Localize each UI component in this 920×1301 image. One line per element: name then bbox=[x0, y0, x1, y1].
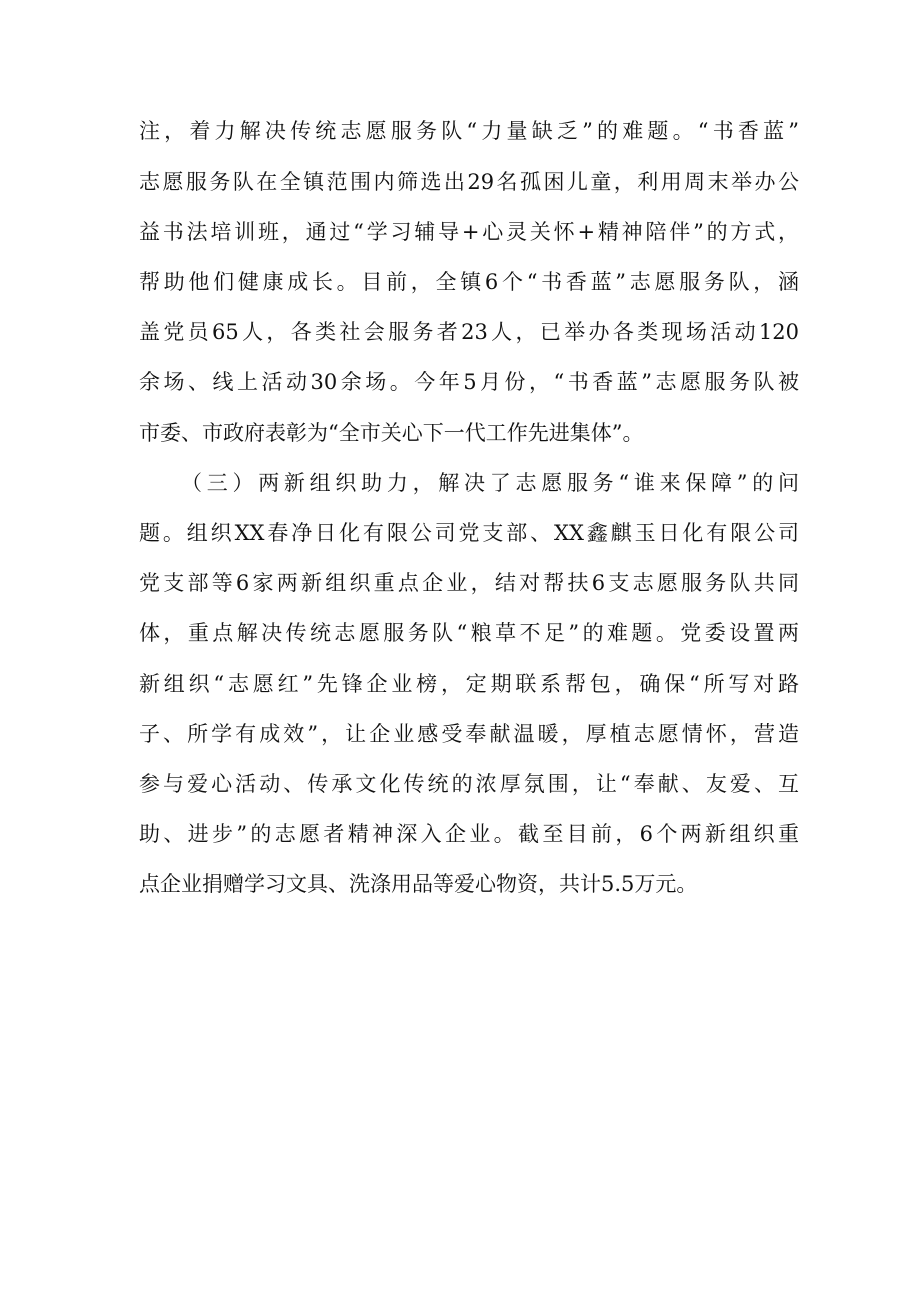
paragraph-line: 点企业捐赠学习文具、洗涤用品等爱心物资，共计5.5万元。 bbox=[139, 872, 698, 896]
section-heading-line: （三）两新组织助力，解决了志愿服务“谁来保障”的问 bbox=[181, 471, 799, 495]
paragraph-line: 市委、市政府表彰为“全市关心下一代工作先进集体”。 bbox=[139, 421, 644, 445]
paragraph-line: 盖党员65人，各类社会服务者23人，已举办各类现场活动120 bbox=[139, 320, 799, 344]
paragraph-line: 余场、线上活动30余场。今年5月份，“书香蓝”志愿服务队被 bbox=[139, 370, 799, 394]
paragraph-line: 注，着力解决传统志愿服务队“力量缺乏”的难题。“书香蓝” bbox=[139, 119, 799, 143]
paragraph-line: 参与爱心活动、传承文化传统的浓厚氛围，让“奉献、友爱、互 bbox=[139, 772, 799, 796]
paragraph-line: 子、所学有成效”，让企业感受奉献温暖，厚植志愿情怀，营造 bbox=[139, 722, 799, 746]
paragraph-line: 帮助他们健康成长。目前，全镇6个“书香蓝”志愿服务队，涵 bbox=[139, 270, 799, 294]
paragraph-line: 党支部等6家两新组织重点企业，结对帮扶6支志愿服务队共同 bbox=[139, 571, 799, 595]
paragraph-line: 益书法培训班，通过“学习辅导+心灵关怀+精神陪伴”的方式， bbox=[139, 220, 799, 244]
paragraph-line: 题。组织XX春净日化有限公司党支部、XX鑫麒玉日化有限公司 bbox=[139, 521, 799, 545]
paragraph-line: 新组织“志愿红”先锋企业榜，定期联系帮包，确保“所写对路 bbox=[139, 672, 799, 696]
paragraph-line: 体，重点解决传统志愿服务队“粮草不足”的难题。党委设置两 bbox=[139, 621, 799, 645]
paragraph-line: 志愿服务队在全镇范围内筛选出29名孤困儿童，利用周末举办公 bbox=[139, 170, 799, 194]
paragraph-line: 助、进步”的志愿者精神深入企业。截至目前，6个两新组织重 bbox=[139, 822, 799, 846]
